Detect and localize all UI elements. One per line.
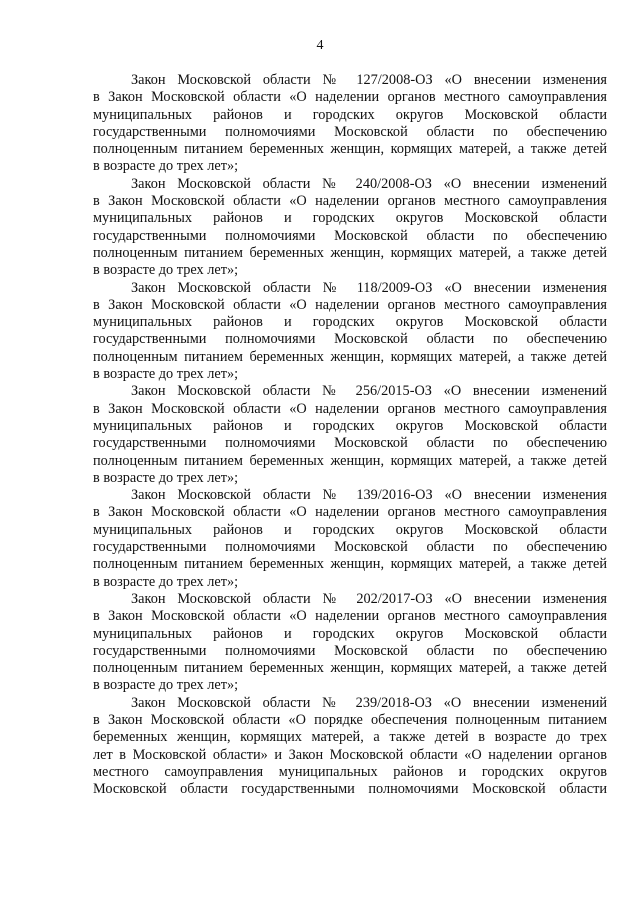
text-line: Закон Московской области № 127/2008-ОЗ «О внесении изменения (131, 72, 607, 88)
text-line: полноценным питанием беременных женщин, кормящих матерей, а также детей (93, 556, 607, 573)
text-line: полноценным питанием беременных женщин, кормящих матерей, а также детей (93, 660, 607, 677)
text-line: государственными полномочиями Московской области по обеспечению (93, 642, 607, 659)
text-line: Московской области государственными полномочиями Московской области (93, 781, 607, 798)
text-line: муниципальных районов и городских округов Московской области (93, 417, 607, 434)
text-line: муниципальных районов и городских округов Московской области (93, 625, 607, 642)
text-line: муниципальных районов и городских округов Московской области (93, 210, 607, 227)
text-line: государственными полномочиями Московской области по обеспечению (93, 227, 607, 244)
text-line: в Закон Московской области «О наделении органов местного самоуправления (93, 400, 607, 417)
text-line: в возрасте до трех лет»; (93, 469, 239, 486)
text-line: в Закон Московской области «О наделении органов местного самоуправления (93, 296, 607, 313)
text-line: в возрасте до трех лет»; (93, 573, 239, 590)
law-paragraph (93, 591, 607, 695)
text-line: государственными полномочиями Московской области по обеспечению (93, 123, 607, 140)
text-line: Закон Московской области № 139/2016-ОЗ «О внесении изменения (131, 487, 607, 504)
text-line: в возрасте до трех лет»; (93, 158, 239, 175)
text-line: в Закон Московской области «О наделении органов местного самоуправления (93, 608, 607, 625)
law-paragraph (93, 176, 607, 280)
text-line: в возрасте до трех лет»; (93, 262, 239, 279)
text-line: полноценным питанием беременных женщин, кормящих матерей, а также детей (93, 244, 607, 261)
text-line: государственными полномочиями Московской области по обеспечению (93, 539, 607, 556)
text-line: в Закон Московской области «О наделении органов местного самоуправления (93, 504, 607, 521)
text-line: в Закон Московской области «О наделении органов местного самоуправления (93, 193, 607, 210)
text-line: полноценным питанием беременных женщин, кормящих матерей, а также детей (93, 452, 607, 469)
law-paragraph (93, 695, 607, 799)
text-line: в возрасте до трех лет»; (93, 677, 239, 694)
document-body (93, 72, 607, 798)
page-number: 4 (316, 38, 324, 53)
text-line: государственными полномочиями Московской области по обеспечению (93, 331, 607, 348)
text-line: беременных женщин, кормящих матерей, а также детей в возрасте до трех (93, 729, 607, 746)
law-paragraph (93, 280, 607, 384)
law-paragraph (93, 72, 607, 176)
text-line: полноценным питанием беременных женщин, кормящих матерей, а также детей (93, 348, 607, 365)
text-line: Закон Московской области № 239/2018-ОЗ «О внесении изменений (131, 694, 607, 711)
text-line: государственными полномочиями Московской области по обеспечению (93, 435, 607, 452)
text-line: в Закон Московской области «О порядке обеспечения полноценным питанием (93, 711, 607, 728)
text-line: Закон Московской области № 256/2015-ОЗ «О внесении изменений (131, 383, 607, 400)
text-line: Закон Московской области № 118/2009-ОЗ «О внесении изменения (131, 279, 607, 296)
text-line: в возрасте до трех лет»; (93, 366, 239, 383)
text-line: полноценным питанием беременных женщин, кормящих матерей, а также детей (93, 141, 607, 158)
law-paragraph (93, 487, 607, 591)
text-line: муниципальных районов и городских округов Московской области (93, 314, 607, 331)
text-line: Закон Московской области № 240/2008-ОЗ «О внесении изменений (131, 175, 607, 192)
text-line: Закон Московской области № 202/2017-ОЗ «О внесении изменения (131, 590, 607, 607)
law-paragraph (93, 383, 607, 487)
text-line: муниципальных районов и городских округов Московской области (93, 521, 607, 538)
text-line: в Закон Московской области «О наделении органов местного самоуправления (93, 89, 607, 106)
text-line: местного самоуправления муниципальных районов и городских округов (93, 763, 607, 780)
text-line: лет в Московской области» и Закон Московской области «О наделении органов (93, 746, 607, 763)
text-line: муниципальных районов и городских округов Московской области (93, 106, 607, 123)
